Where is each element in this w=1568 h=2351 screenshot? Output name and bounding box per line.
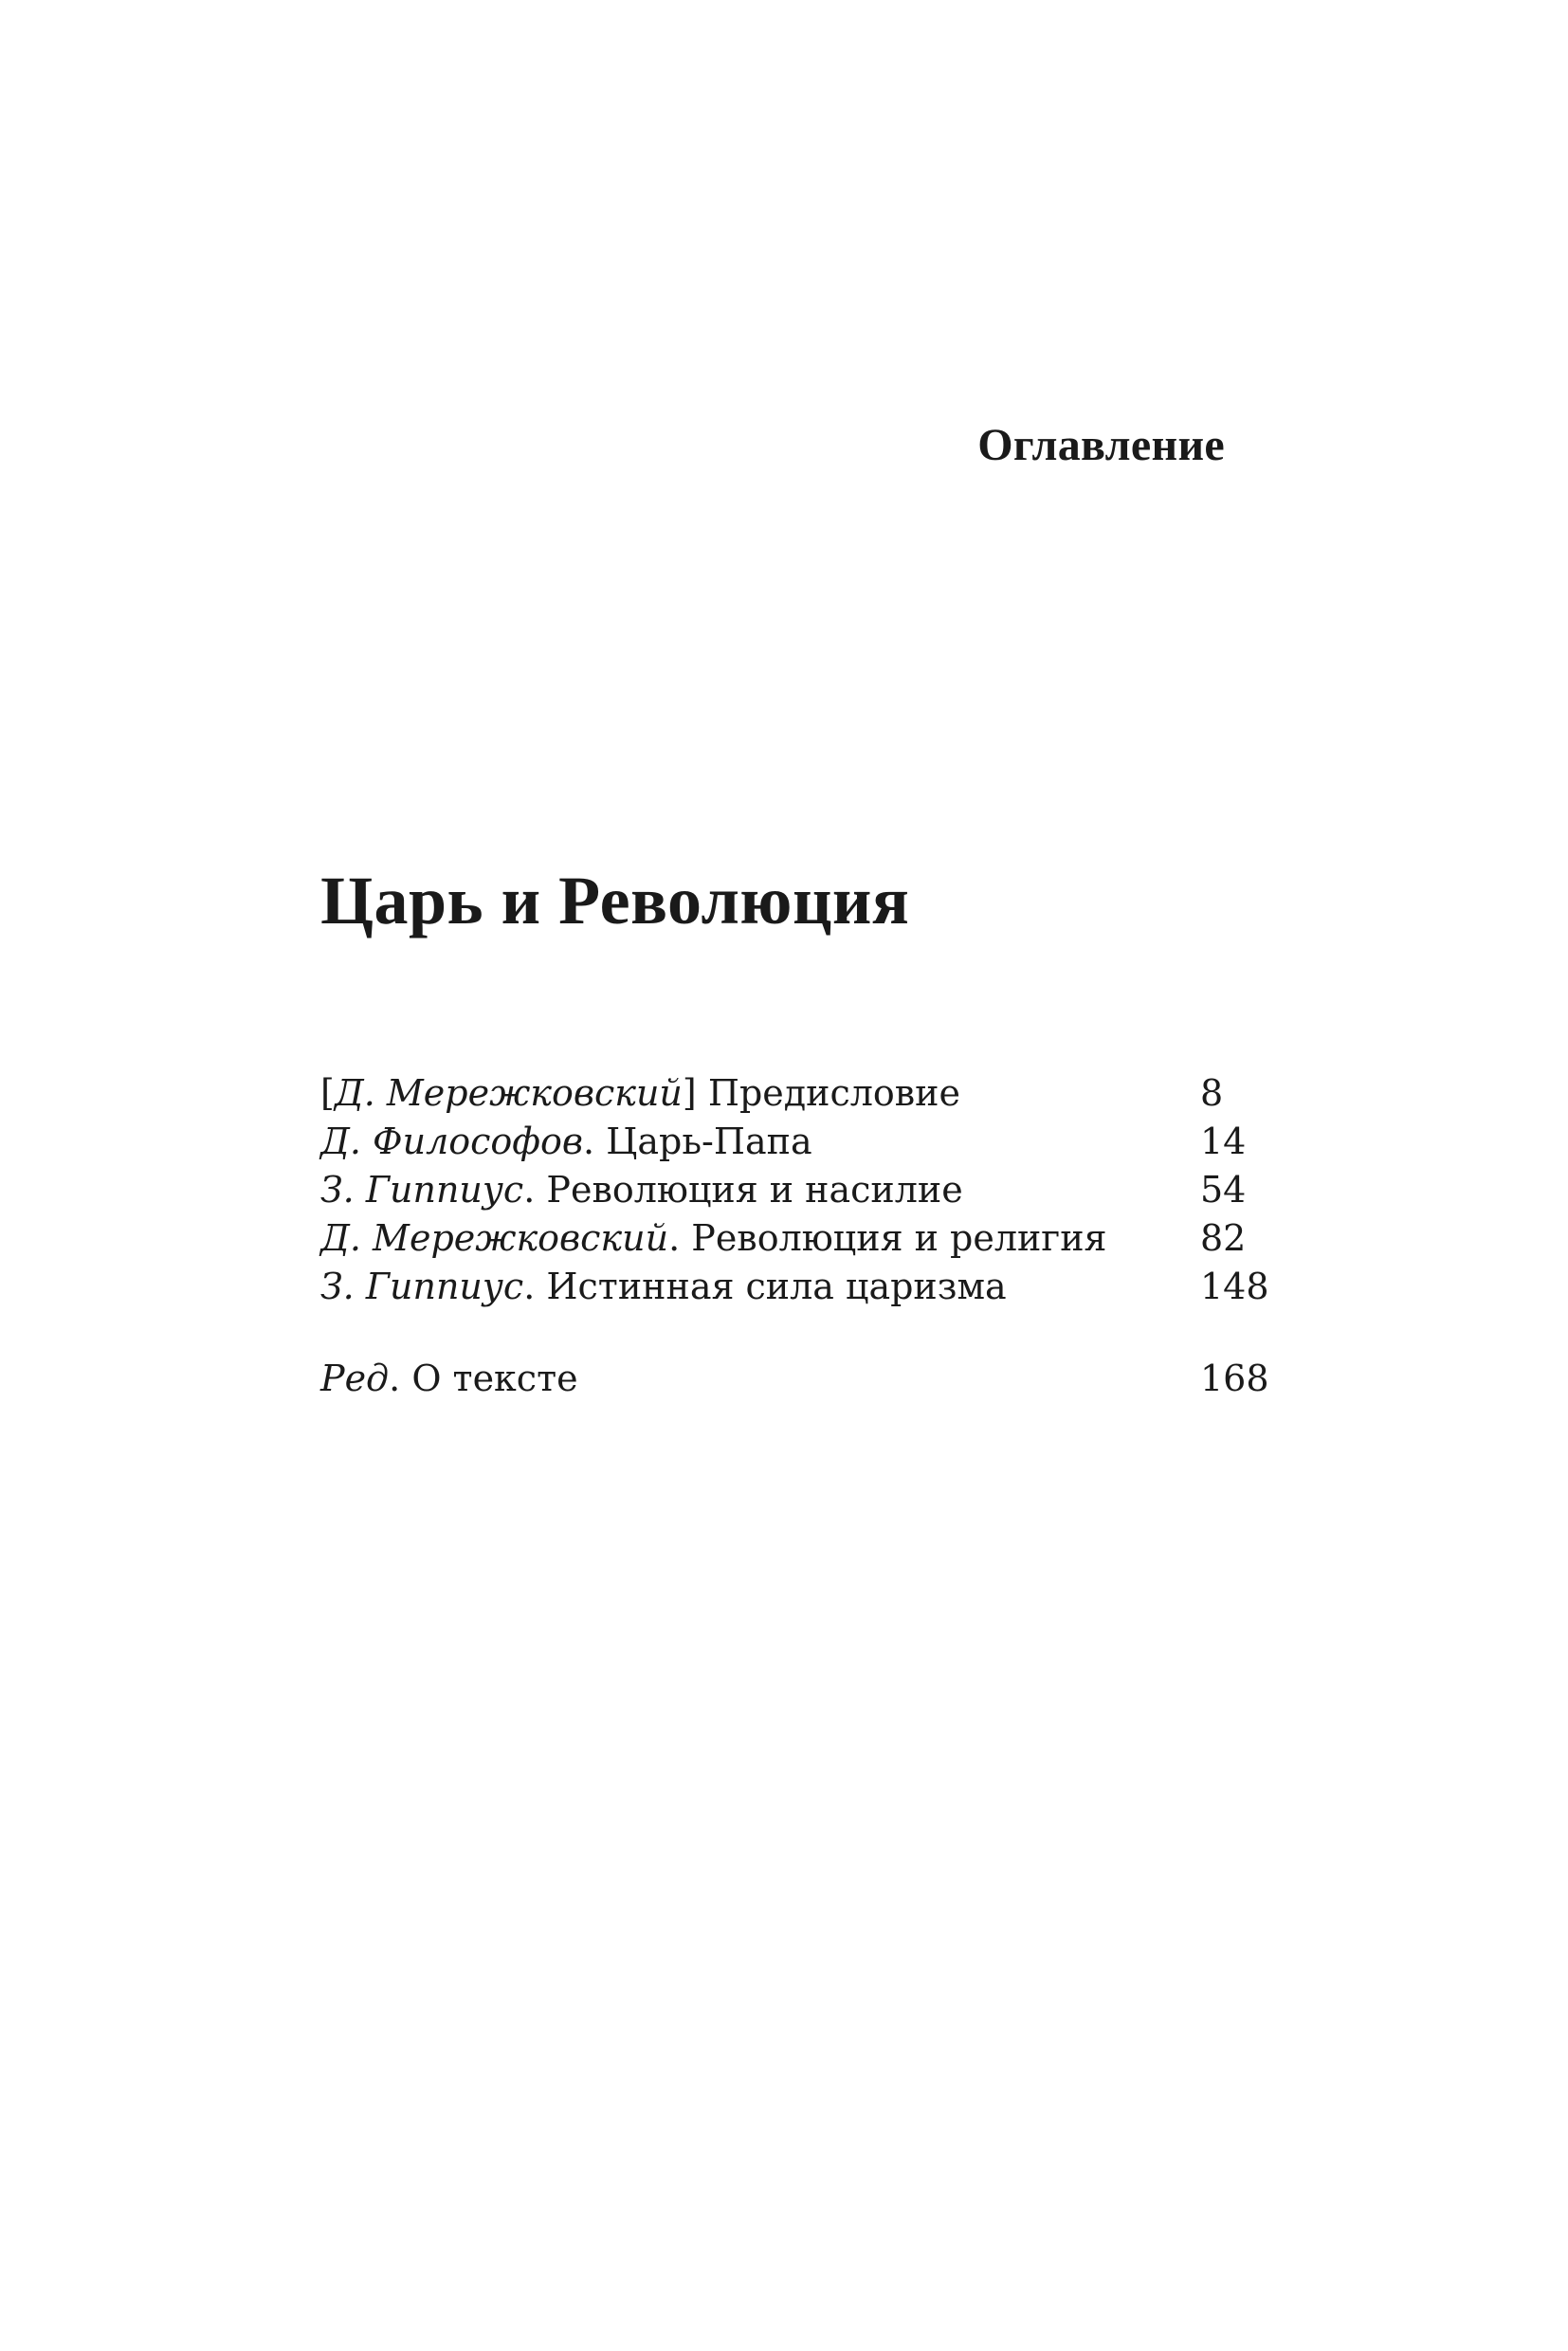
toc-entry-text	[320, 1263, 1007, 1311]
toc-entry-title: Царь-Папа	[606, 1121, 812, 1162]
toc-entry-author: З. Гиппиус	[320, 1169, 524, 1211]
toc-entry-text	[320, 1166, 963, 1214]
toc-entry-title: Революция и насилие	[546, 1169, 963, 1211]
toc-entry-separator: .	[523, 1169, 547, 1211]
toc-entry-preface[interactable]	[320, 1069, 1265, 1118]
toc-entry-tsar-papa[interactable]	[320, 1118, 1265, 1166]
toc-entry-about-text[interactable]	[320, 1355, 1269, 1403]
toc-entry-separator: .	[523, 1266, 547, 1307]
toc-entry-text	[320, 1355, 578, 1403]
toc-entry-separator: ]	[682, 1072, 708, 1114]
toc-entry-revolution-religion[interactable]	[320, 1214, 1265, 1263]
toc-entry-author: Ред	[320, 1358, 390, 1399]
toc-entry-revolution-violence[interactable]	[320, 1166, 1265, 1214]
toc-entry-author: Д. Философов	[320, 1121, 584, 1162]
toc-entry-page-number: 14	[1200, 1121, 1247, 1162]
toc-entry-prefix: [	[320, 1072, 335, 1114]
toc-entry-title: Истинная сила царизма	[546, 1266, 1007, 1307]
toc-entry-separator: .	[389, 1358, 412, 1399]
toc-entry-author: Д. Мережковский	[334, 1072, 683, 1114]
toc-entry-title: Революция и религия	[691, 1217, 1107, 1259]
toc-entry-title: О тексте	[411, 1358, 578, 1399]
toc-entry-author: Д. Мережковский	[320, 1217, 669, 1259]
toc-entry-separator: .	[583, 1121, 607, 1162]
toc-entry-page-number: 8	[1200, 1072, 1224, 1114]
toc-entry-page-number: 168	[1200, 1358, 1269, 1399]
table-of-contents	[320, 1069, 1269, 1403]
toc-entry-true-power-tsarism[interactable]	[320, 1263, 1269, 1311]
toc-entry-text	[320, 1069, 960, 1118]
toc-heading: Оглавление	[977, 420, 1225, 470]
toc-entry-page-number: 54	[1200, 1169, 1247, 1211]
toc-entry-text	[320, 1214, 1107, 1263]
toc-entry-title: Предисловие	[707, 1072, 960, 1114]
toc-entry-text	[320, 1118, 812, 1166]
toc-entry-separator: .	[668, 1217, 692, 1259]
toc-entry-page-number: 148	[1200, 1266, 1269, 1307]
book-title: Царь и Революция	[320, 863, 910, 939]
toc-entry-page-number: 82	[1200, 1217, 1247, 1259]
toc-entry-author: З. Гиппиус	[320, 1266, 524, 1307]
